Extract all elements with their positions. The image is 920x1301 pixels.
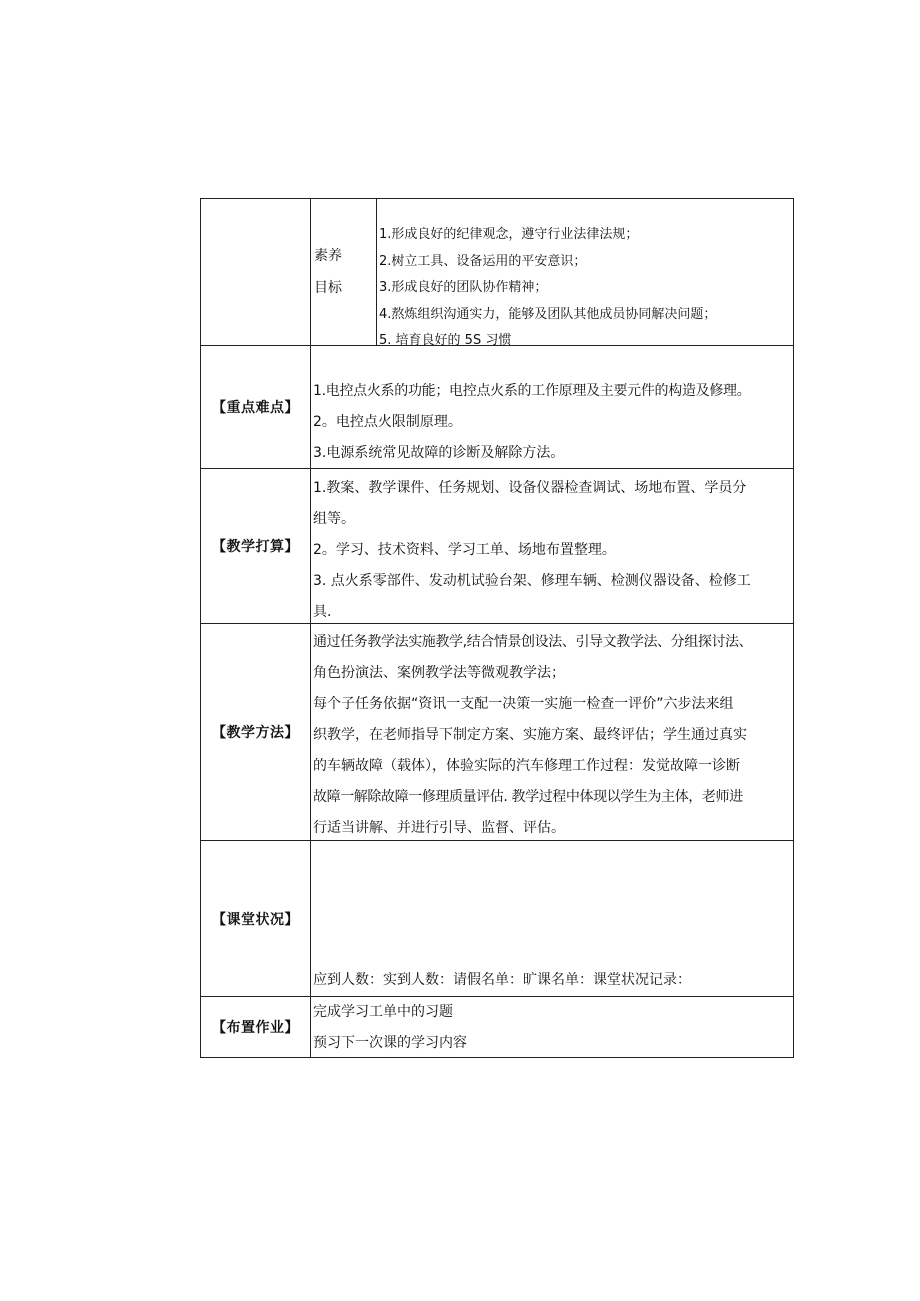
content-line: 具. xyxy=(313,604,332,620)
content-line: 完成学习工单中的习题 xyxy=(313,1004,453,1020)
literacy-goals-list xyxy=(377,199,793,348)
content-line: 3. 点火系零部件、发动机试验台架、修理车辆、检测仪器设备、检修工 xyxy=(313,573,751,589)
preparation-row xyxy=(200,468,794,623)
classroom-content xyxy=(311,841,793,996)
literacy-goals-row xyxy=(200,198,794,348)
homework-content xyxy=(311,997,793,1057)
key-points-row xyxy=(200,345,794,468)
key-points-label: 【重点难点】 xyxy=(201,346,311,468)
classroom-label: 【课堂状况】 xyxy=(201,841,311,996)
list-item: 2.树立工具、设备运用的平安意识； xyxy=(379,253,587,269)
list-item: 4.熬炼组织沟通实力，能够及团队其他成员协同解决问题； xyxy=(379,306,717,322)
literacy-label-line2: 目标 xyxy=(314,280,342,296)
methods-label: 【教学方法】 xyxy=(201,624,311,840)
content-line: 3.电源系统常见故障的诊断及解除方法。 xyxy=(313,445,565,461)
lesson-plan-table xyxy=(200,198,794,1058)
content-line: 通过任务教学法实施教学,结合情景创设法、引导文教学法、分组探讨法、 xyxy=(313,634,753,650)
literacy-goals-label xyxy=(311,199,377,345)
content-line: 应到人数：实到人数：请假名单：旷课名单：课堂状况记录： xyxy=(313,972,691,988)
homework-label: 【布置作业】 xyxy=(201,997,311,1057)
content-line: 每个子任务依据“资讯一支配一决策一实施一检查一评价”六步法来组 xyxy=(313,696,734,712)
content-line: 组等。 xyxy=(313,511,355,527)
classroom-row xyxy=(200,840,794,996)
methods-content xyxy=(311,624,793,840)
list-item: 3.形成良好的团队协作精神； xyxy=(379,280,548,295)
content-line: 织教学，在老师指导下制定方案、实施方案、最终评估；学生通过真实 xyxy=(313,727,747,743)
content-line: 1.电控点火系的功能；电控点火系的工作原理及主要元件的构造及修理。 xyxy=(313,383,751,399)
content-line: 1.教案、教学课件、任务规划、设备仪器检查调试、场地布置、学员分 xyxy=(313,480,747,496)
methods-row xyxy=(200,623,794,840)
list-item: 5. 培育良好的 5S 习惯 xyxy=(379,333,512,348)
content-line: 2。学习、技术资料、学习工单、场地布置整理。 xyxy=(313,542,616,558)
homework-row xyxy=(200,996,794,1058)
key-points-content xyxy=(311,346,793,468)
list-item: 1.形成良好的纪律观念，遵守行业法律法规； xyxy=(379,227,639,242)
literacy-label-line1: 素养 xyxy=(314,248,342,264)
content-line: 的车辆故障（载体），体验实际的汽车修理工作过程：发觉故障一诊断 xyxy=(313,758,740,774)
preparation-content xyxy=(311,469,793,623)
preparation-label: 【教学打算】 xyxy=(201,469,311,623)
empty-label-cell xyxy=(201,199,311,345)
content-line: 角色扮演法、案例教学法等微观教学法； xyxy=(313,665,565,681)
content-line: 行适当讲解、并进行引导、监督、评估。 xyxy=(313,820,565,836)
content-line: 故障一解除故障一修理质量评估. 教学过程中体现以学生为主体，老师进 xyxy=(313,789,743,805)
content-line: 预习下一次课的学习内容 xyxy=(313,1035,467,1051)
content-line: 2。电控点火限制原理。 xyxy=(313,414,462,430)
